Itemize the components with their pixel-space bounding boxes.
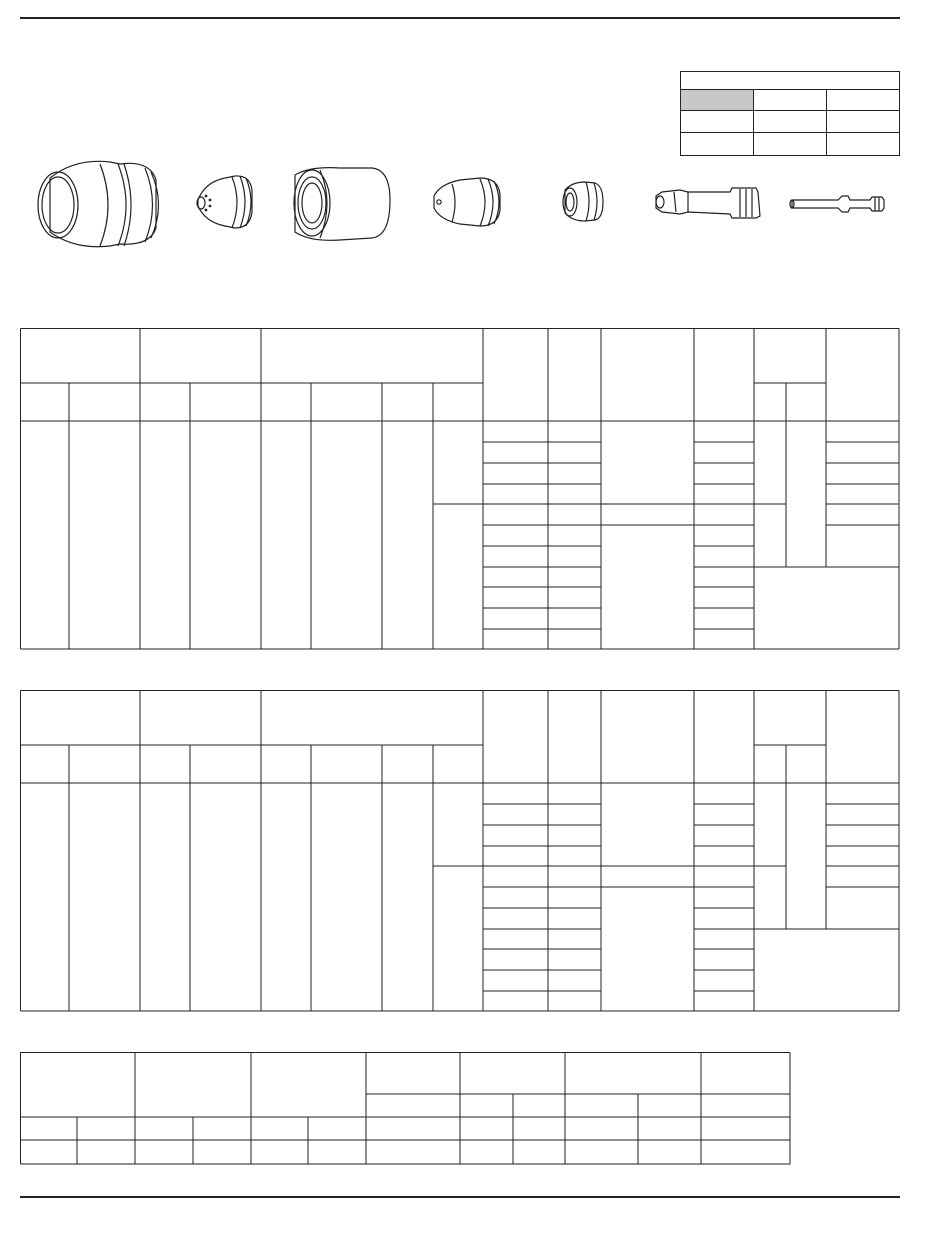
legend-cell [827,110,900,133]
shield-icon [38,161,159,246]
legend-table [680,71,900,156]
legend-title-cell [681,72,900,90]
nozzle-icon [434,178,500,226]
bottom-rule [20,1196,900,1198]
retaining-cap-icon [294,168,390,241]
legend-cell [681,110,754,133]
swirl-ring-icon [563,182,603,221]
consumable-parts-strip [20,150,900,260]
legend-cell [827,90,900,110]
electrode-icon [656,188,760,218]
legend-cell [754,110,827,133]
shield-cap-icon [197,176,252,228]
legend-shaded-cell [681,90,754,110]
legend-cell [754,90,827,110]
settings-table [20,1052,791,1165]
cut-chart-table-1 [20,328,900,650]
top-rule [20,17,900,19]
water-tube-icon [790,196,884,212]
cut-chart-table-2 [20,690,900,1012]
